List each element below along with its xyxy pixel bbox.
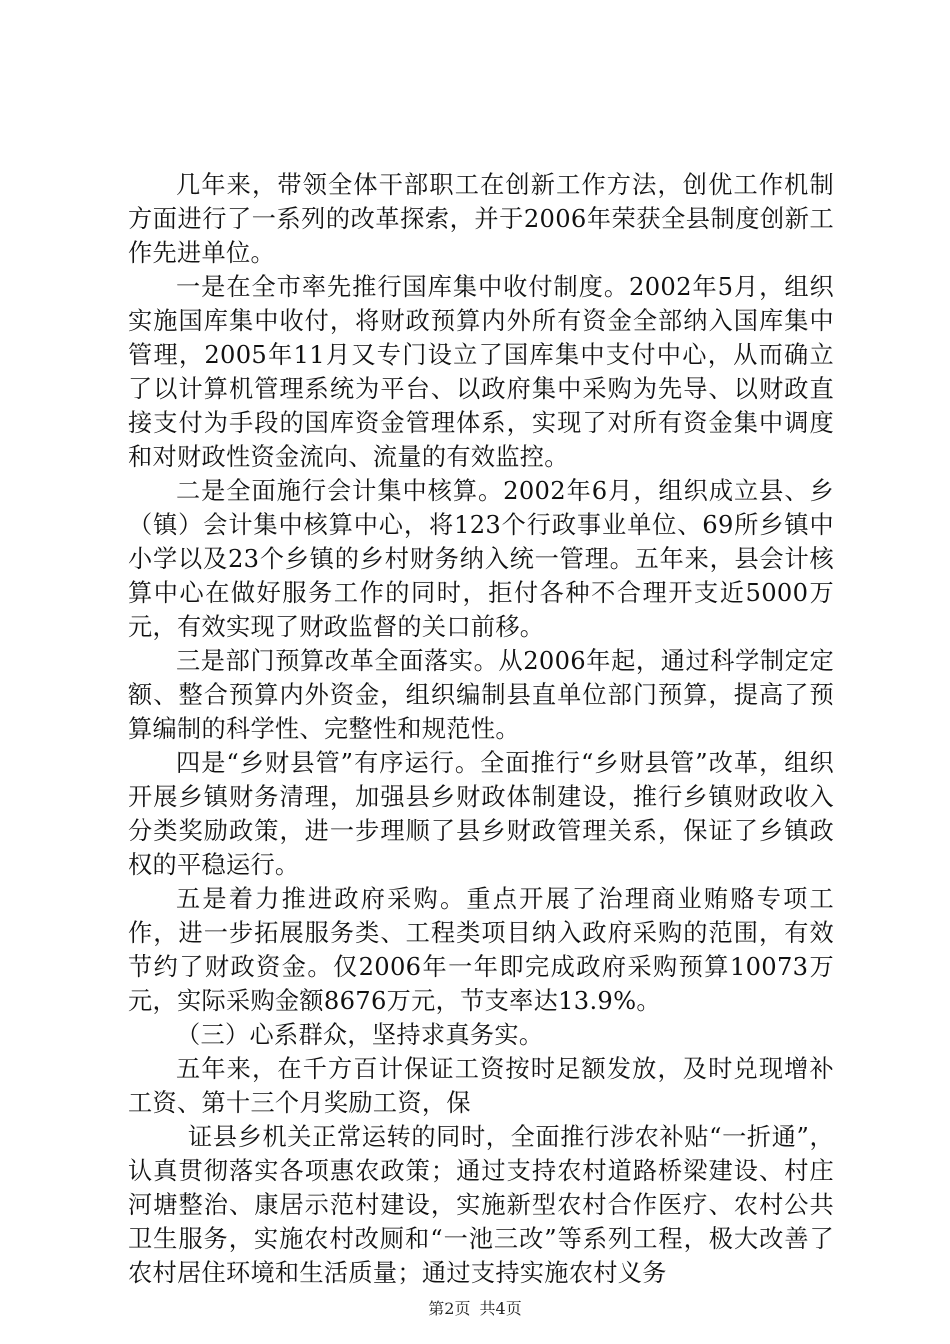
paragraph-township-finance: 四是“乡财县管”有序运行。全面推行“乡财县管”改革，组织开展乡镇财务清理，加强县乡财政体制建设，推行乡镇财政收入分类奖励政策，进一步理顺了县乡财政管理关系，保证了乡镇政权的平稳运行。 (128, 749, 834, 879)
page-number: 第2页 (428, 1299, 471, 1318)
paragraph-procurement: 五是着力推进政府采购。重点开展了治理商业贿赂专项工作，进一步拓展服务类、工程类项目纳入政府采购的范围，有效节约了财政资金。仅2006年一年即完成政府采购预算10073万元，实际采购金额8676万元，节支率达13.9%。 (128, 885, 834, 1015)
paragraph-accounting: 二是全面施行会计集中核算。2002年6月，组织成立县、乡（镇）会计集中核算中心，将123个行政事业单位、69所乡镇中小学以及23个乡镇的乡村财务纳入统一管理。五年来，县会计核算中心在做好服务工作的同时，拒付各种不合理开支近5000万元，有效实现了财政监督的关口前移。 (128, 477, 834, 641)
section-heading: （三）心系群众，坚持求真务实。 (176, 1021, 544, 1049)
paragraph-intro: 几年来，带领全体干部职工在创新工作方法，创优工作机制方面进行了一系列的改革探索，并于2006年荣获全县制度创新工作先进单位。 (128, 171, 834, 267)
paragraph-treasury: 一是在全市率先推行国库集中收付制度。2002年5月，组织实施国库集中收付，将财政预算内外所有资金全部纳入国库集中管理，2005年11月又专门设立了国库集中支付中心，从而确立了以计算机管理系统为平台、以政府集中采购为先导、以财政直接支付为手段的国库资金管理体系，实现了对所有资金集中调度和对财政性资金流向、流量的有效监控。 (128, 273, 834, 471)
paragraph-five-years: 五年来，在千方百计保证工资按时足额发放，及时兑现增补工资、第十三个月奖励工资，保 (128, 1055, 834, 1117)
page-footer (0, 1296, 950, 1319)
paragraph-budget: 三是部门预算改革全面落实。从2006年起，通过科学制定定额、整合预算内外资金，组织编制县直单位部门预算，提高了预算编制的科学性、完整性和规范性。 (128, 647, 834, 743)
page-total: 共4页 (479, 1299, 522, 1318)
document-body (128, 168, 834, 1290)
paragraph-continuation: 证县乡机关正常运转的同时，全面推行涉农补贴“一折通”，认真贯彻落实各项惠农政策；通过支持农村道路桥梁建设、村庄河塘整治、康居示范村建设，实施新型农村合作医疗、农村公共卫生服务，实施农村改厕和“一池三改”等系列工程，极大改善了农村居住环境和生活质量；通过支持实施农村义务 (128, 1123, 834, 1287)
